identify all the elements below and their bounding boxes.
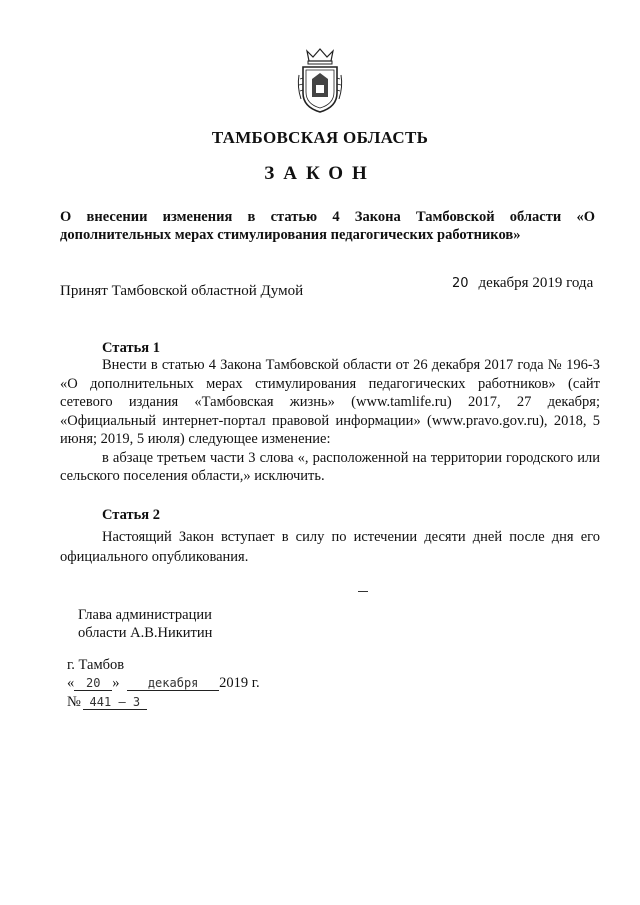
adopted-day: 20 [452,276,469,291]
signature-position: Глава администрации [78,607,212,623]
adopted-date-rest: декабря 2019 года [478,275,594,291]
article-1-body [60,356,600,486]
number-prefix: № [67,694,81,710]
scan-mark [358,591,368,592]
signature-block [78,606,212,642]
law-number [67,694,147,711]
law-heading: ЗАКОН [264,163,376,184]
number-value: 441 – З [83,695,147,710]
article-2-paragraph-1: Настоящий Закон вступает в силу по истечении десяти дней после дня его официального опубликования. [60,529,600,565]
region-title: ТАМБОВСКАЯ ОБЛАСТЬ [211,128,429,147]
article-2-heading: Статья 2 [102,507,160,523]
date-close-quote: » [112,675,120,691]
article-1-paragraph-2: в абзаце третьем части 3 слова «, расположенной на территории городского или сельского поселения области,» исключить. [60,449,600,484]
law-title: О внесении изменения в статью 4 Закона Тамбовской области «О дополнительных мерах стимулирования педагогических работников» [60,209,595,243]
date-day: 20 [74,676,112,691]
date-month: декабря [127,676,219,691]
coat-of-arms-icon [295,45,345,115]
article-1-paragraph-1: Внести в статью 4 Закона Тамбовской области от 26 декабря 2017 года № 196-З «О дополнительных мерах стимулирования педагогических работников» (сайт сетевого издания «Тамбовская жизнь» (www.tamlife.ru) 2017, 27 декабря; «Официальный интернет-портал правовой информации» (www.pravo.gov.ru), 2018, 5 июня; 2019, 5 июля) следующее изменение: [60,357,600,447]
article-2-body [60,527,600,567]
signature-name: области А.В.Никитин [78,625,213,641]
adopted-date [452,275,593,292]
date-open-quote: « [67,675,75,691]
place: г. Тамбов [67,657,125,673]
signing-date [67,675,260,692]
article-1-heading: Статья 1 [102,340,160,356]
adopted-by: Принят Тамбовской областной Думой [60,283,304,299]
date-year: 2019 г. [219,675,260,691]
